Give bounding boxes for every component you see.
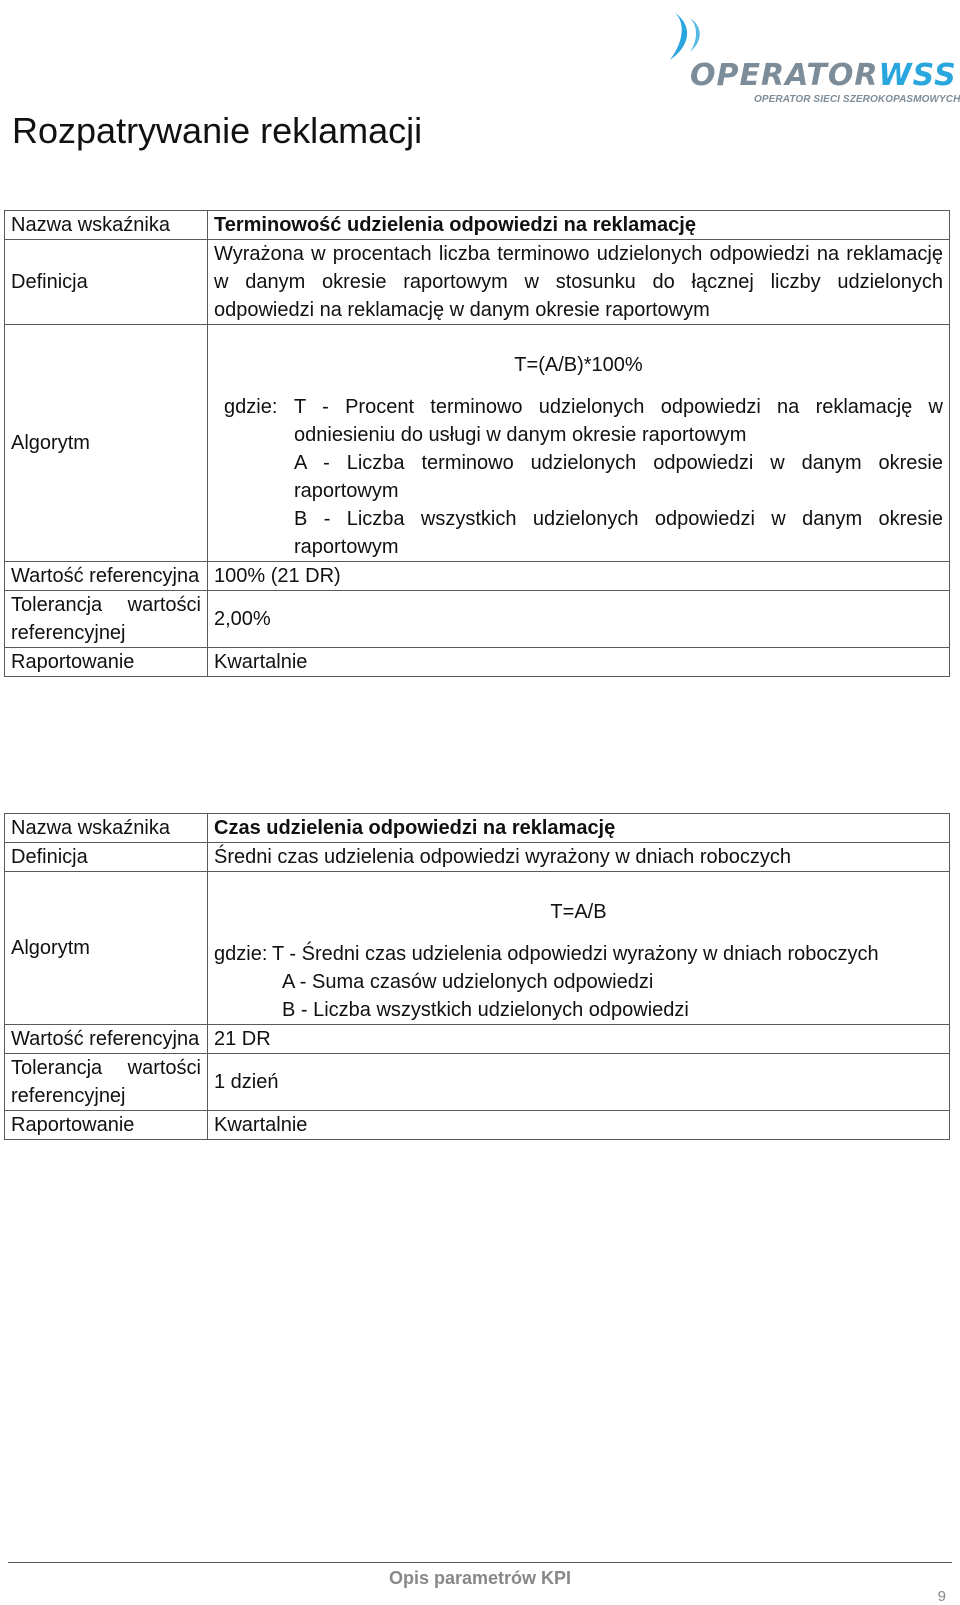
label-reference-value: Wartość referencyjna xyxy=(5,562,208,591)
kpi-definition: Wyrażona w procentach liczba terminowo udzielonych odpowiedzi na reklamację w danym okresie raportowym w stosunku do łącznej liczby udzielonych odpowiedzi na reklamację w danym okresie raportowym xyxy=(208,240,950,325)
where-line-t: T - Średni czas udzielenia odpowiedzi wyrażony w dniach roboczych xyxy=(272,943,879,965)
label-reporting: Raportowanie xyxy=(5,1111,208,1140)
row-name xyxy=(5,814,950,843)
where-line-a: A - Liczba terminowo udzielonych odpowiedzi w danym okresie raportowym xyxy=(294,452,943,502)
kpi-reporting: Kwartalnie xyxy=(208,648,950,677)
logo-subtitle: OPERATOR SIECI SZEROKOPASMOWYCH xyxy=(754,94,960,105)
where-line-t: T - Procent terminowo udzielonych odpowiedzi na reklamację w odniesieniu do usługi w danym okresie raportowym xyxy=(294,396,943,446)
row-reporting xyxy=(5,648,950,677)
row-reference-value xyxy=(5,1025,950,1054)
page-title: Rozpatrywanie reklamacji xyxy=(12,110,423,151)
row-reporting xyxy=(5,1111,950,1140)
formula-legend xyxy=(214,940,943,1024)
row-tolerance xyxy=(5,591,950,648)
where-lead: gdzie: xyxy=(224,396,278,418)
label-name: Nazwa wskaźnika xyxy=(5,211,208,240)
where-line-b: B - Liczba wszystkich udzielonych odpowiedzi w danym okresie raportowym xyxy=(294,508,943,558)
kpi-name: Czas udzielenia odpowiedzi na reklamację xyxy=(208,814,950,843)
label-name: Nazwa wskaźnika xyxy=(5,814,208,843)
label-reporting: Raportowanie xyxy=(5,648,208,677)
kpi-reference-value: 21 DR xyxy=(208,1025,950,1054)
kpi-name: Terminowość udzielenia odpowiedzi na reklamację xyxy=(208,211,950,240)
logo-wordmark: OPERATORWSS xyxy=(690,58,957,93)
where-line-b: B - Liczba wszystkich udzielonych odpowiedzi xyxy=(282,999,689,1021)
page-number: 9 xyxy=(937,1588,946,1605)
label-algorithm: Algorytm xyxy=(5,325,208,562)
operator-wss-logo xyxy=(660,8,960,103)
formula: T=A/B xyxy=(550,901,607,923)
kpi-reporting: Kwartalnie xyxy=(208,1111,950,1140)
kpi-algorithm xyxy=(208,872,950,1025)
where-line-a: A - Suma czasów udzielonych odpowiedzi xyxy=(282,971,654,993)
label-definition: Definicja xyxy=(5,843,208,872)
where-lead: gdzie: xyxy=(214,943,268,965)
formula-legend xyxy=(214,393,943,561)
kpi-algorithm xyxy=(208,325,950,562)
kpi-tolerance: 2,00% xyxy=(208,591,950,648)
where-definitions xyxy=(294,393,943,561)
kpi-table-response-time xyxy=(4,813,950,1140)
label-tolerance: Tolerancja wartości referencyjnej xyxy=(5,1054,208,1111)
label-reference-value: Wartość referencyjna xyxy=(5,1025,208,1054)
row-definition xyxy=(5,240,950,325)
row-algorithm xyxy=(5,325,950,562)
kpi-definition: Średni czas udzielenia odpowiedzi wyrażony w dniach roboczych xyxy=(208,843,950,872)
kpi-table-timeliness xyxy=(4,210,950,677)
row-tolerance xyxy=(5,1054,950,1111)
footer-divider xyxy=(8,1562,952,1563)
formula: T=(A/B)*100% xyxy=(514,354,643,376)
label-algorithm: Algorytm xyxy=(5,872,208,1025)
label-tolerance: Tolerancja wartości referencyjnej xyxy=(5,591,208,648)
row-reference-value xyxy=(5,562,950,591)
label-definition: Definicja xyxy=(5,240,208,325)
row-name xyxy=(5,211,950,240)
where-definitions xyxy=(272,940,943,1024)
kpi-tolerance: 1 dzień xyxy=(208,1054,950,1111)
row-algorithm xyxy=(5,872,950,1025)
footer-title: Opis parametrów KPI xyxy=(388,1568,572,1588)
kpi-reference-value: 100% (21 DR) xyxy=(208,562,950,591)
row-definition xyxy=(5,843,950,872)
